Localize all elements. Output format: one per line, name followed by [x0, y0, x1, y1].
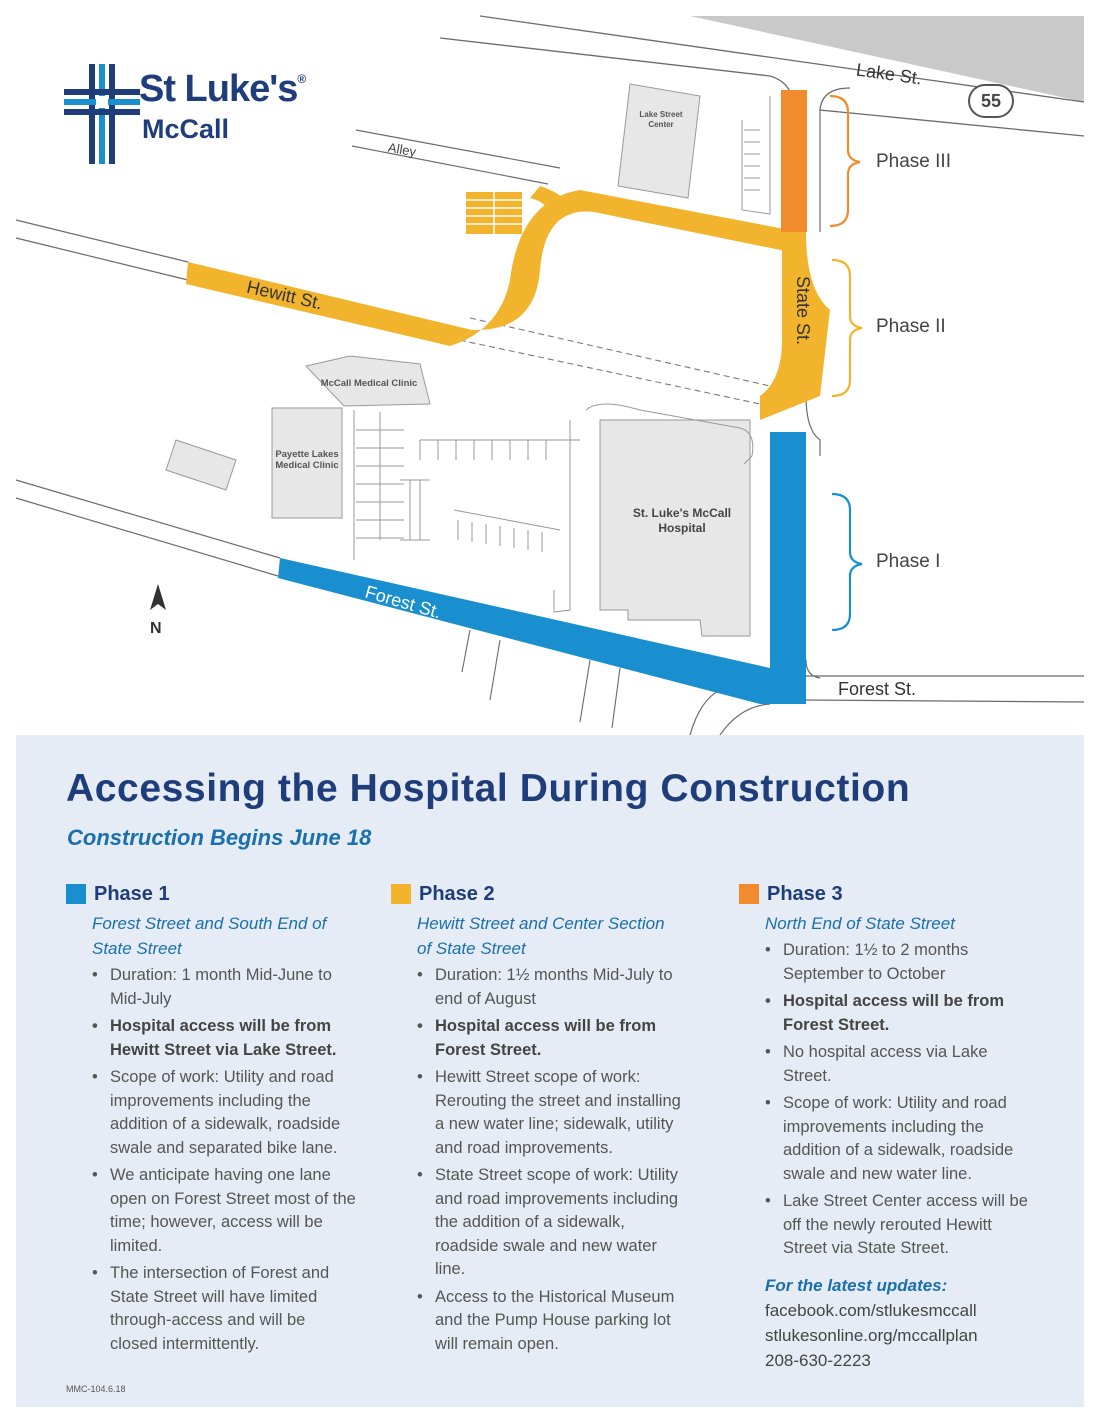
phase-title: Phase 2: [419, 882, 495, 905]
phase-detail-item: • Hospital access will be from Hewitt Street via Lake Street.: [92, 1015, 356, 1062]
phase-detail-item: • Hewitt Street scope of work: Rerouting the street and installing a new water line; sidewalk, utility and road improvements.: [417, 1066, 681, 1160]
phase-detail-item: • Hospital access will be from Forest Street.: [765, 990, 1029, 1037]
lake-street-center-building: [618, 84, 700, 198]
facebook-link[interactable]: facebook.com/stlukesmccall: [765, 1300, 977, 1320]
phase-1-column: [66, 881, 356, 1360]
hewitt-edge: [16, 220, 188, 262]
phase-heading: [391, 881, 681, 907]
phase-detail-item: • Lake Street Center access will be off the newly rerouted Hewitt Street via State Street.: [765, 1190, 1029, 1261]
alley-edge: [352, 146, 548, 184]
alley-label: Alley: [386, 139, 418, 160]
lake-st-edge: [440, 38, 792, 100]
phase-detail-item: • Access to the Historical Museum and the Pump House parking lot will remain open.: [417, 1286, 681, 1357]
lake-st-label: Lake St.: [854, 59, 924, 89]
phase3-map-label: Phase III: [876, 151, 951, 172]
alley-edge: [356, 130, 560, 168]
logo-name: St Luke's®: [139, 68, 306, 110]
phase-detail-item: • The intersection of Forest and State Street will have limited through-access and will be closed intermittently.: [92, 1262, 356, 1356]
hewitt-edge: [16, 238, 188, 280]
phase-subtitle: Forest Street and South End of State Street: [92, 914, 327, 958]
phase-detail-item: • Duration: 1 month Mid-June to Mid-July: [92, 964, 356, 1011]
phase3-bracket: [830, 96, 860, 226]
state-st-label: State St.: [793, 275, 814, 346]
forest-st-edge: [806, 700, 1084, 702]
logo-location: McCall: [142, 114, 230, 144]
old-hewitt-dashed: [470, 318, 770, 386]
forest-st-east-label: Forest St.: [838, 679, 917, 699]
north-arrow-icon: [150, 584, 166, 610]
phase2-map-label: Phase II: [876, 316, 946, 337]
side-road: [580, 660, 590, 722]
phone-number: 208-630-2223: [765, 1350, 871, 1370]
phase-details-list: [92, 964, 356, 1356]
side-road: [490, 640, 500, 700]
forest-st-edge: [690, 690, 720, 735]
old-hewitt-dashed: [450, 338, 760, 404]
gray-building-west: [166, 440, 236, 490]
forest-st-label: Forest St.: [362, 581, 444, 623]
hospital-label: St. Luke's McCall Hospital: [632, 506, 732, 535]
gray-area: [690, 16, 1084, 102]
forest-st-edge: [16, 498, 278, 576]
phase-detail-item: • We anticipate having one lane open on Forest Street most of the time; however, access will be limited.: [92, 1164, 356, 1258]
phase-detail-item: • Duration: 1½ to 2 months September to October: [765, 939, 1029, 986]
lake-street-center-label: Lake Street Center: [639, 110, 683, 129]
phase-heading: [66, 881, 356, 907]
phase-3-column: [739, 881, 1029, 1373]
phase-color-swatch: [391, 884, 411, 904]
phase-2-column: [391, 881, 681, 1360]
mccall-clinic-label: McCall Medical Clinic: [320, 378, 418, 389]
side-road: [612, 668, 620, 728]
forest-st-edge: [720, 704, 770, 735]
highway-55-shield: 55: [968, 84, 1014, 118]
phase-detail-item: • Scope of work: Utility and road improvements including the addition of a sidewalk, roadside swale and new water line.: [765, 1092, 1029, 1186]
phase-detail-item: • State Street scope of work: Utility and road improvements including the addition of a sidewalk, roadside swale and new water line.: [417, 1164, 681, 1282]
page-title: Accessing the Hospital During Construction: [66, 767, 911, 810]
state-st-edge: [806, 396, 820, 456]
phase-subtitle: North End of State Street: [765, 914, 955, 933]
phase1-bracket: [832, 494, 862, 630]
lake-st-edge: [820, 88, 1084, 136]
phase-subtitle: Hewitt Street and Center Section of State Street: [417, 914, 665, 958]
phase-detail-item: • Duration: 1½ months Mid-July to end of August: [417, 964, 681, 1011]
phase-details-list: [765, 939, 1029, 1261]
phase-detail-item: • Hospital access will be from Forest Street.: [417, 1015, 681, 1062]
phase2-bracket: [832, 260, 862, 396]
updates-title: For the latest updates:: [765, 1275, 948, 1295]
payette-clinic-label: Payette Lakes Medical Clinic: [275, 449, 339, 471]
phase-details-list: [417, 964, 681, 1356]
st-lukes-logo: [64, 62, 334, 162]
phase3-state-north: [781, 90, 807, 232]
phase-heading: [739, 881, 1029, 907]
info-panel: [16, 735, 1084, 1407]
phase2-hewitt-west: [186, 262, 472, 346]
phase-color-swatch: [739, 884, 759, 904]
phase-color-swatch: [66, 884, 86, 904]
phase1-map-label: Phase I: [876, 551, 941, 572]
forest-st-edge: [16, 480, 280, 558]
website-link[interactable]: stlukesonline.org/mccallplan: [765, 1325, 978, 1345]
state-st-edge: [806, 660, 820, 678]
phase-detail-item: • Scope of work: Utility and road improvements including the addition of a sidewalk, roadside swale and separated bike lane.: [92, 1066, 356, 1160]
phase-title: Phase 1: [94, 882, 170, 905]
hewitt-st-label: Hewitt St.: [244, 276, 325, 314]
page-subtitle: Construction Begins June 18: [67, 825, 372, 850]
phase-detail-item: • No hospital access via Lake Street.: [765, 1041, 1029, 1088]
north-label: N: [150, 620, 162, 637]
side-road: [462, 630, 470, 672]
document-code: MMC-104.6.18: [66, 1384, 126, 1394]
phase-title: Phase 3: [767, 882, 843, 905]
